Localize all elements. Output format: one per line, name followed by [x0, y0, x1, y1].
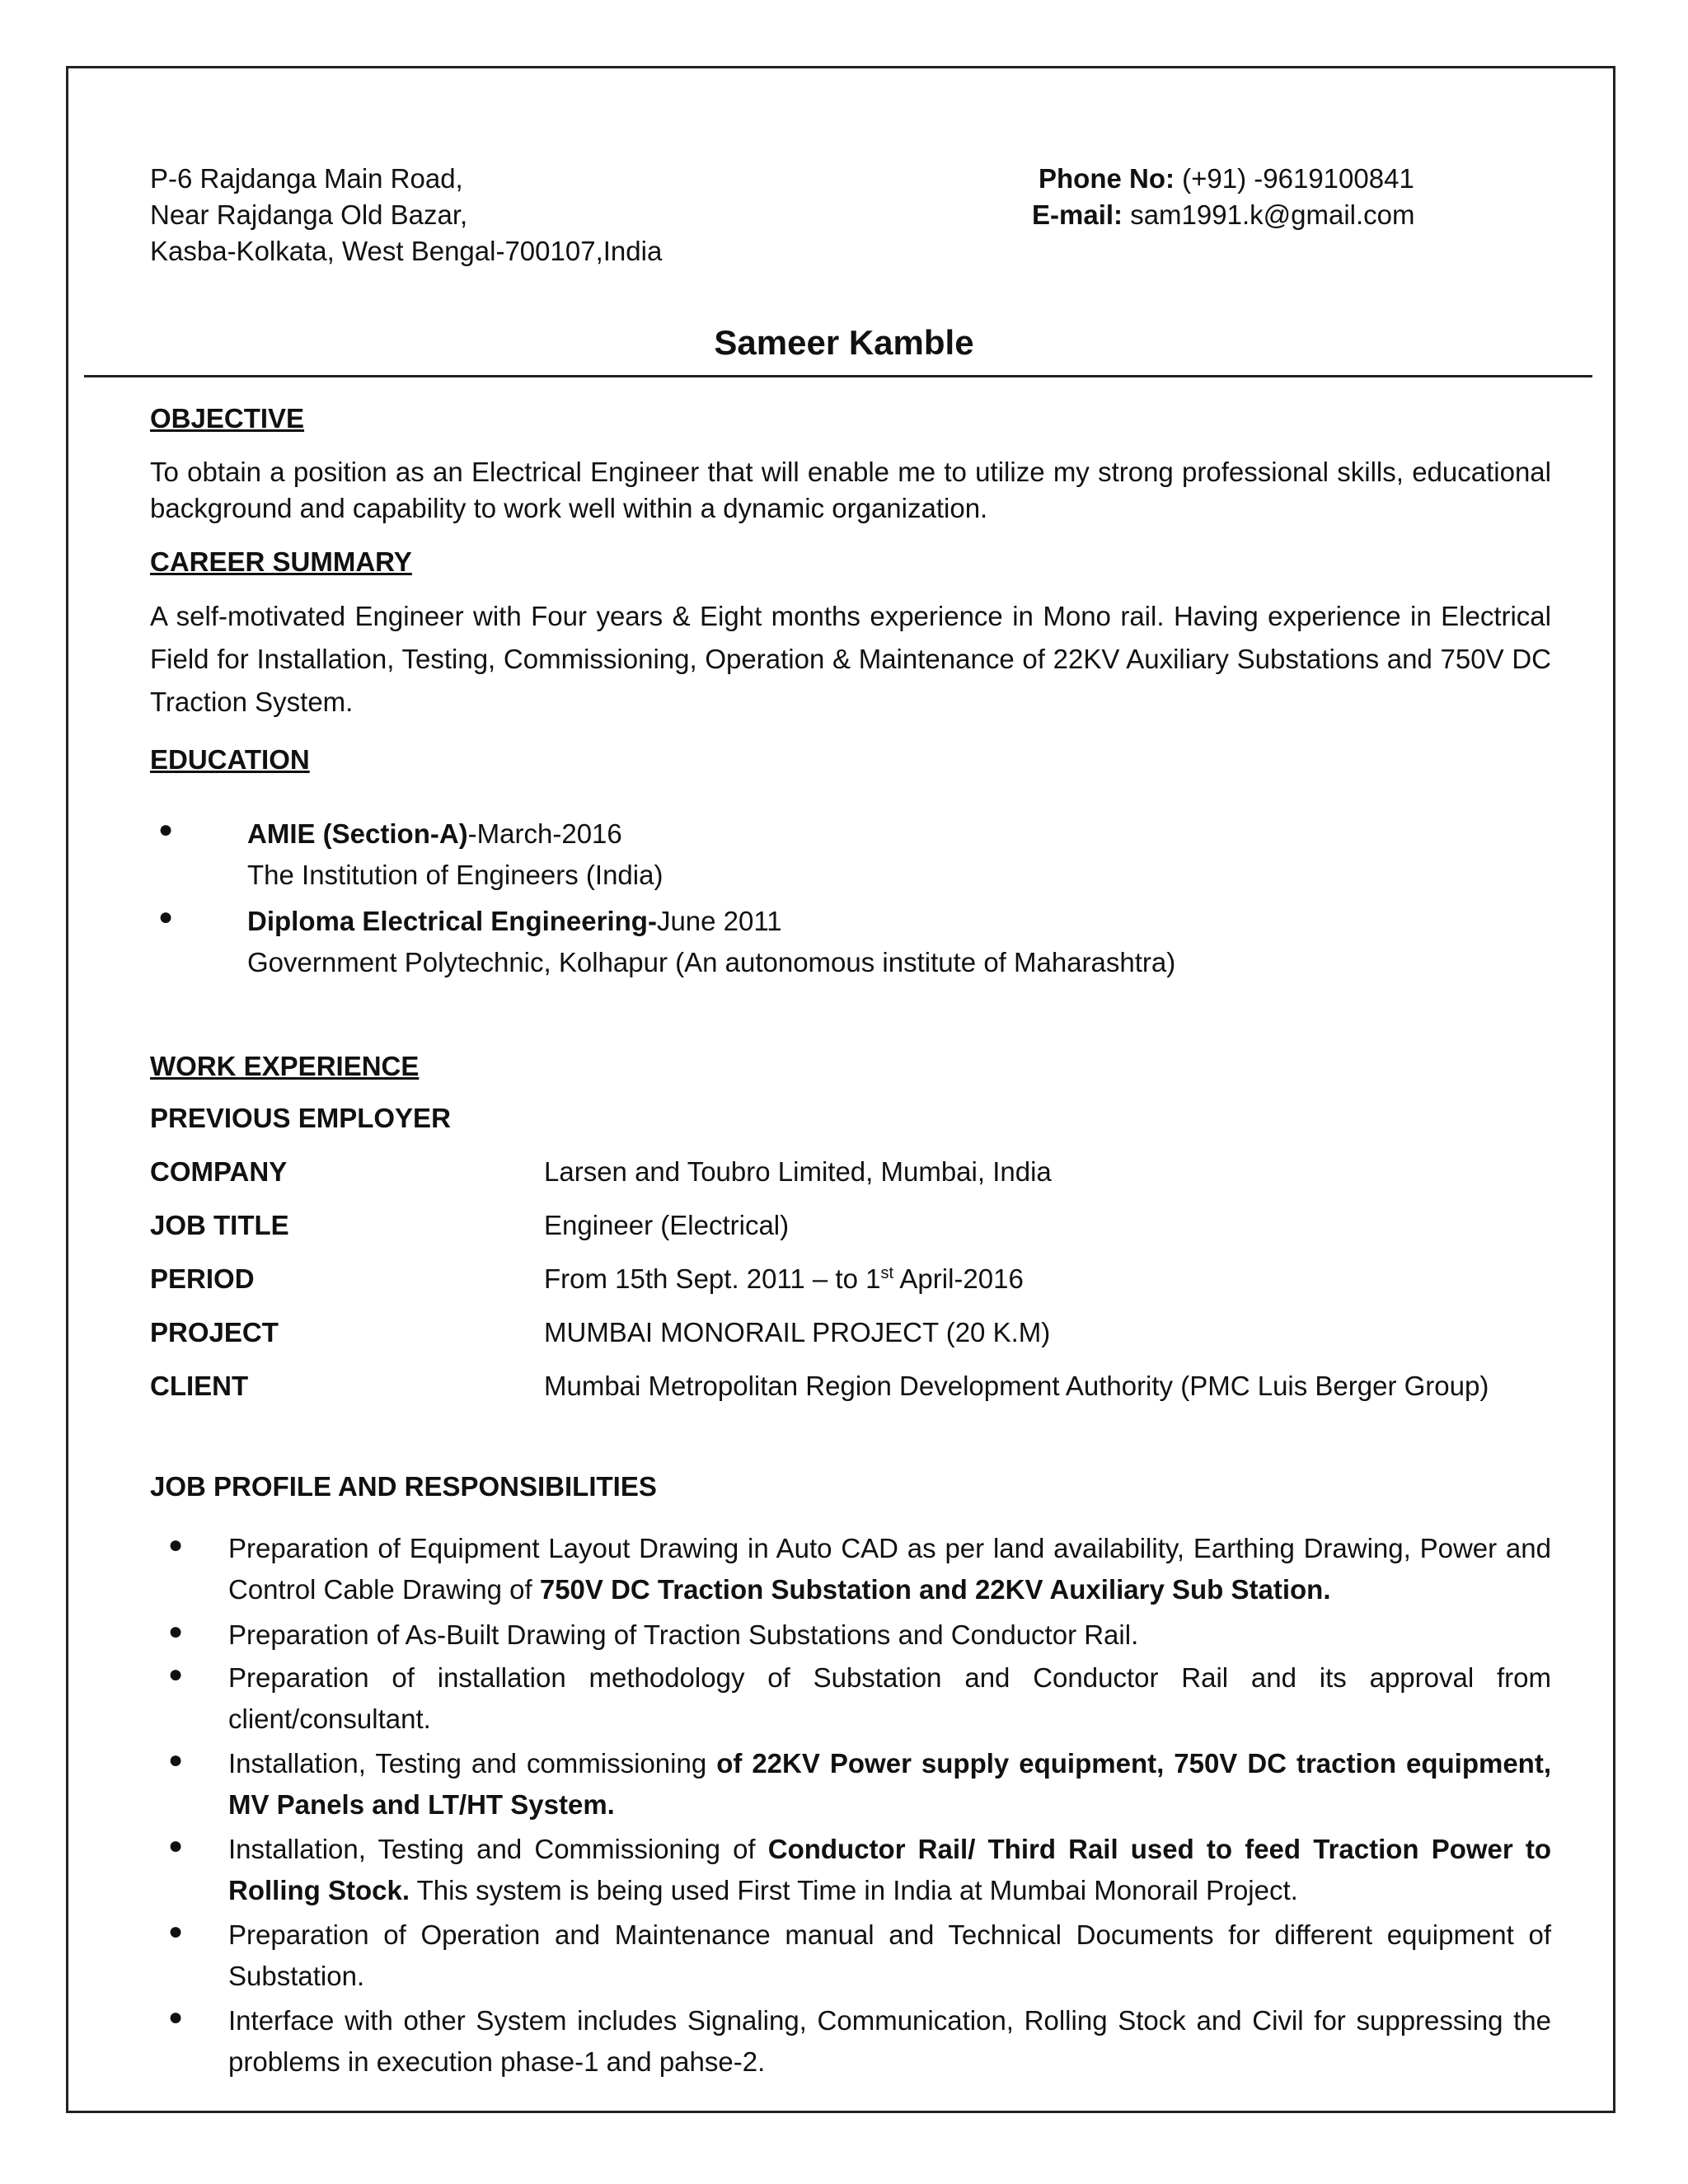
client-label: CLIENT: [150, 1371, 249, 1401]
address-block: [150, 161, 662, 269]
bullet-icon: ●: [158, 903, 174, 930]
responsibility-text: Interface with other System includes Signaling, Communication, Rolling Stock and Civil for suppressing the problems in execution phase-1 and pahse-2.: [228, 2005, 1551, 2077]
period-superscript: st: [880, 1264, 894, 1282]
education-title: AMIE (Section-A): [247, 818, 468, 849]
education-item: [247, 816, 663, 893]
bullet-icon: ●: [168, 1832, 184, 1859]
work-experience-heading: WORK EXPERIENCE: [150, 1051, 420, 1081]
career-summary-text: A self-motivated Engineer with Four years & Eight months experience in Mono rail. Having experience in Electrical Field for Installation, Testing, Commissioning, Operation & Maintenance of 22KV Auxiliary Substations and 750V DC Traction System.: [150, 601, 1551, 717]
phone-label: Phone No:: [1039, 163, 1175, 194]
period-text: From 15th Sept. 2011 – to 1: [544, 1263, 881, 1294]
education-date: -March-2016: [467, 818, 622, 849]
bullet-icon: ●: [168, 1746, 184, 1774]
education-institute: The Institution of Engineers (India): [247, 860, 663, 890]
responsibility-text: Preparation of Equipment Layout Drawing in Auto CAD as per land availability, Earthing Drawing, Power and Control Cable Drawing of: [228, 1533, 1551, 1605]
project-label: PROJECT: [150, 1317, 279, 1347]
responsibility-bold: of 22KV Power supply equipment, 750V DC traction equipment, MV Panels and LT/HT System.: [228, 1748, 1551, 1820]
education-item: [247, 903, 1175, 981]
phone-value: (+91) -9619100841: [1174, 163, 1414, 194]
period-label: PERIOD: [150, 1263, 255, 1294]
period-value: [544, 1261, 1024, 1297]
email-label: E-mail:: [1032, 199, 1123, 230]
responsibility-item: [228, 1528, 1551, 1610]
contact-block: [1032, 161, 1415, 233]
period-text-end: April-2016: [893, 1263, 1024, 1294]
responsibility-text: Installation, Testing and Commissioning of: [228, 1834, 768, 1864]
education-institute: Government Polytechnic, Kolhapur (An autonomous institute of Maharashtra): [247, 947, 1176, 977]
bullet-icon: ●: [168, 1918, 184, 1945]
responsibility-text: Installation, Testing and commissioning: [228, 1748, 717, 1779]
career-summary-heading: CAREER SUMMARY: [150, 546, 412, 577]
responsibility-item: [228, 1615, 1551, 1656]
address-line: Kasba-Kolkata, West Bengal-700107,India: [150, 236, 663, 266]
responsibility-bold: Conductor Rail/ Third Rail used to feed Traction Power to Rolling Stock.: [228, 1834, 1552, 1905]
email-line: [1032, 197, 1415, 233]
responsibility-item: [228, 2000, 1551, 2083]
bullet-icon: ●: [168, 2004, 184, 2031]
responsibility-item: [228, 1743, 1551, 1825]
job-title-value: Engineer (Electrical): [544, 1210, 790, 1240]
address-line: Near Rajdanga Old Bazar,: [150, 199, 468, 230]
bullet-icon: ●: [168, 1531, 184, 1558]
responsibility-item: [228, 1915, 1551, 1997]
address-line: P-6 Rajdanga Main Road,: [150, 163, 463, 194]
job-title-label: JOB TITLE: [150, 1210, 289, 1240]
bullet-icon: ●: [168, 1618, 184, 1645]
responsibilities-heading: JOB PROFILE AND RESPONSIBILITIES: [150, 1471, 657, 1502]
company-value: Larsen and Toubro Limited, Mumbai, India: [544, 1156, 1052, 1187]
candidate-name: Sameer Kamble: [714, 323, 974, 362]
objective-heading: OBJECTIVE: [150, 403, 305, 434]
name-divider: [84, 375, 1592, 377]
bullet-icon: ●: [158, 816, 174, 843]
responsibility-text: Preparation of installation methodology of Substation and Conductor Rail and its approval from client/consultant.: [228, 1662, 1551, 1734]
education-heading: EDUCATION: [150, 744, 310, 775]
phone-line: [1039, 161, 1415, 197]
company-label: COMPANY: [150, 1156, 288, 1187]
objective-text: To obtain a position as an Electrical Engineer that will enable me to utilize my strong professional skills, educational background and capability to work well within a dynamic organization.: [150, 457, 1551, 523]
education-date: June 2011: [656, 906, 782, 936]
client-value: Mumbai Metropolitan Region Development Authority (PMC Luis Berger Group): [544, 1371, 1489, 1401]
previous-employer-heading: PREVIOUS EMPLOYER: [150, 1103, 451, 1133]
responsibility-text: This system is being used First Time in India at Mumbai Monorail Project.: [410, 1875, 1298, 1905]
responsibility-text: Preparation of As-Built Drawing of Traction Substations and Conductor Rail.: [228, 1619, 1139, 1650]
responsibility-text: Preparation of Operation and Maintenance manual and Technical Documents for different equipment of Substation.: [228, 1919, 1551, 1991]
responsibility-item: [228, 1657, 1551, 1740]
email-value: sam1991.k@gmail.com: [1123, 199, 1415, 230]
responsibility-item: [228, 1829, 1551, 1911]
education-title: Diploma Electrical Engineering-: [247, 906, 657, 936]
project-value: MUMBAI MONORAIL PROJECT (20 K.M): [544, 1317, 1051, 1347]
responsibility-bold: 750V DC Traction Substation and 22KV Auxiliary Sub Station.: [539, 1574, 1331, 1605]
bullet-icon: ●: [168, 1661, 184, 1688]
